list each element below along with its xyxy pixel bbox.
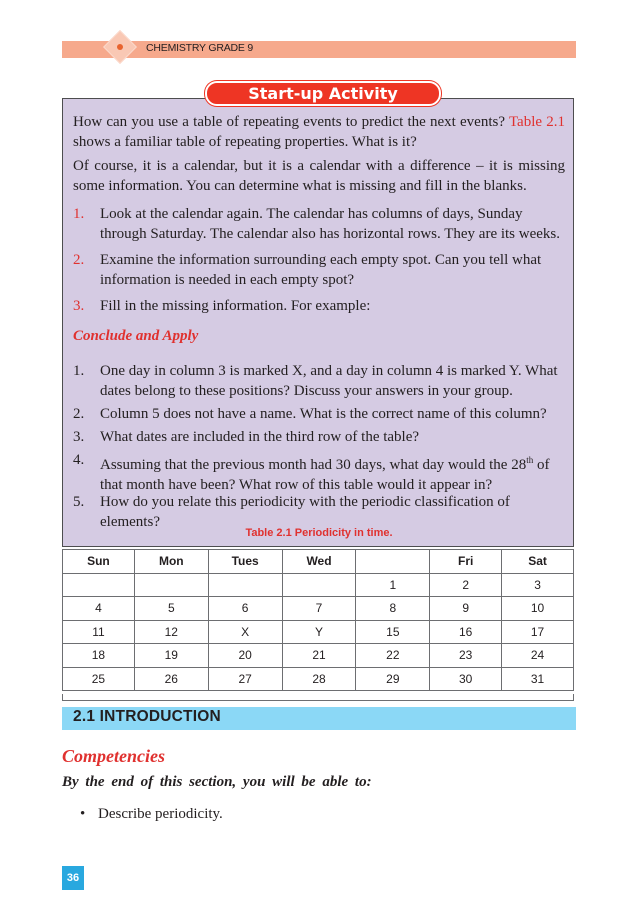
- table-cell: 19: [134, 644, 208, 668]
- section-heading: 2.1 INTRODUCTION: [73, 708, 221, 725]
- table-cell: 29: [356, 667, 430, 691]
- step-text: Fill in the missing information. For example:: [100, 298, 371, 314]
- table-cell: 27: [208, 667, 282, 691]
- table-cell: 18: [63, 644, 135, 668]
- header-cell: Sat: [502, 550, 574, 574]
- intro-question: How can you use a table of repeating events to predict the next events?: [73, 114, 505, 130]
- header-band: [62, 41, 576, 58]
- step-number: 1.: [73, 206, 85, 222]
- table-footer-strip: [62, 694, 574, 701]
- header-cell: Sun: [63, 550, 135, 574]
- table-cell: Y: [282, 620, 356, 644]
- table-row: [63, 573, 574, 597]
- activity-intro: [73, 112, 565, 152]
- table-row: [63, 667, 574, 691]
- table-cell: 31: [502, 667, 574, 691]
- table-cell: 20: [208, 644, 282, 668]
- table-cell: 26: [134, 667, 208, 691]
- header-cell: Wed: [282, 550, 356, 574]
- table-cell: X: [208, 620, 282, 644]
- objective-text: Describe periodicity.: [98, 806, 223, 822]
- question-text: One day in column 3 is marked X, and a day in column 4 is marked Y. What dates belong to these positions? Discuss your answers in your group.: [100, 363, 558, 399]
- table-cell: 25: [63, 667, 135, 691]
- table-cell: 30: [430, 667, 502, 691]
- table-reference: Table 2.1: [508, 114, 565, 130]
- table-cell: [63, 573, 135, 597]
- table-row: [63, 597, 574, 621]
- page-number: 36: [62, 866, 84, 890]
- question-number: 4.: [73, 452, 85, 468]
- table-cell: 5: [134, 597, 208, 621]
- question-number: 5.: [73, 494, 85, 510]
- header-cell: Tues: [208, 550, 282, 574]
- header-cell: Mon: [134, 550, 208, 574]
- objective-item: [80, 806, 223, 823]
- question-text: [100, 450, 565, 495]
- table-cell: 16: [430, 620, 502, 644]
- table-cell: 12: [134, 620, 208, 644]
- table-cell: 7: [282, 597, 356, 621]
- table-cell: 2: [430, 573, 502, 597]
- table-cell: 17: [502, 620, 574, 644]
- activity-paragraph-2: Of course, it is a calendar, but it is a calendar with a difference – it is missing some information. You can determine what is missing and fill in the blanks.: [73, 158, 565, 194]
- table-cell: 10: [502, 597, 574, 621]
- table-cell: 24: [502, 644, 574, 668]
- table-cell: 23: [430, 644, 502, 668]
- table-cell: 28: [282, 667, 356, 691]
- table-cell: [134, 573, 208, 597]
- superscript: th: [526, 455, 534, 465]
- calendar-table: [62, 549, 574, 691]
- question-number: 1.: [73, 363, 85, 379]
- table-cell: 6: [208, 597, 282, 621]
- competencies-heading: Competencies: [62, 746, 165, 766]
- conclude-heading: Conclude and Apply: [73, 328, 199, 344]
- header-cell: Fri: [430, 550, 502, 574]
- table-cell: 8: [356, 597, 430, 621]
- activity-badge: Start-up Activity: [205, 81, 441, 106]
- table-cell: 21: [282, 644, 356, 668]
- step-number: 2.: [73, 252, 85, 268]
- question-text-b: of that month have been? What row of this table would it appear in?: [100, 457, 550, 493]
- question-text: What dates are included in the third row of the table?: [100, 429, 420, 445]
- table-cell: 22: [356, 644, 430, 668]
- table-row: [63, 644, 574, 668]
- table-cell: 4: [63, 597, 135, 621]
- question-number: 3.: [73, 429, 85, 445]
- table-cell: 11: [63, 620, 135, 644]
- header-dot-icon: [117, 44, 123, 50]
- header-cell: [356, 550, 430, 574]
- table-cell: 15: [356, 620, 430, 644]
- running-header: CHEMISTRY GRADE 9: [146, 42, 254, 54]
- table-header-row: [63, 550, 574, 574]
- intro-rest: shows a familiar table of repeating properties. What is it?: [73, 134, 417, 150]
- table-cell: 3: [502, 573, 574, 597]
- step-number: 3.: [73, 298, 85, 314]
- table-caption: Table 2.1 Periodicity in time.: [245, 527, 393, 539]
- table-cell: 1: [356, 573, 430, 597]
- question-text-a: Assuming that the previous month had 30 days, what day would the 28: [100, 457, 527, 473]
- table-cell: [282, 573, 356, 597]
- question-text: Column 5 does not have a name. What is the correct name of this column?: [100, 406, 547, 422]
- question-text: How do you relate this periodicity with the periodic classification of elements?: [100, 494, 510, 530]
- question-number: 2.: [73, 406, 85, 422]
- bullet-icon: •: [80, 806, 86, 822]
- step-text: Look at the calendar again. The calendar has columns of days, Sunday through Saturday. The calendar also has horizontal rows. They are its weeks.: [100, 206, 561, 242]
- table-row: [63, 620, 574, 644]
- objectives-lead: By the end of this section, you will be able to:: [62, 774, 372, 790]
- table-cell: 9: [430, 597, 502, 621]
- step-text: Examine the information surrounding each empty spot. Can you tell what information is needed in each empty spot?: [100, 252, 542, 288]
- table-cell: [208, 573, 282, 597]
